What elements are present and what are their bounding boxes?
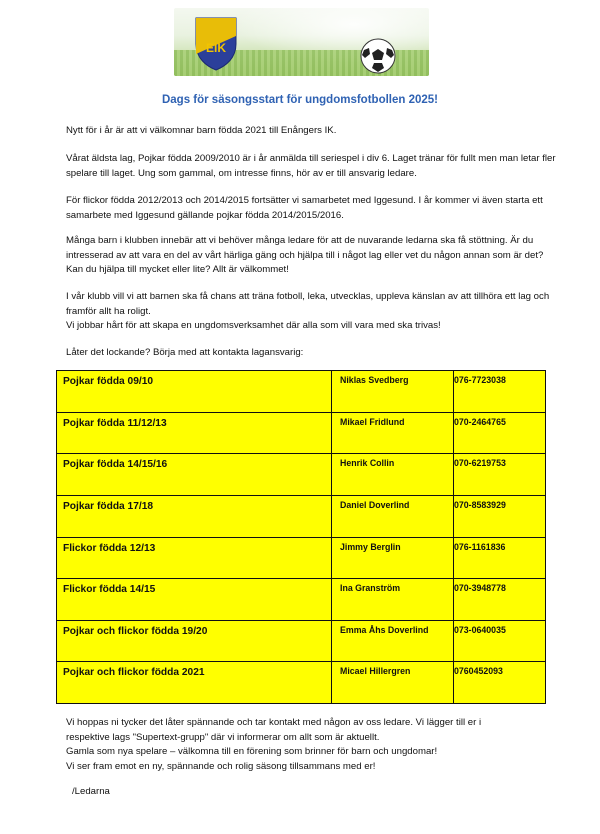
- club-shield-icon: [192, 14, 240, 72]
- team-cell: Flickor födda 12/13: [57, 537, 332, 579]
- leaders-paragraph: Många barn i klubben innebär att vi behöver många ledare för att de nuvarande ledarna ska få stöttning. Är du intresserad av att vara en del av vårt härliga gäng och hjälpa till i något lag eller vet du någon annan som är det? Kan du hjälpa till mycket eller lite? Allt är välkommet!: [66, 235, 544, 275]
- closing-line-1: Vi hoppas ni tycker det låter spännande och tar kontakt med någon av oss ledare. Vi lägger till er i: [66, 717, 482, 728]
- phone-cell: 070-6219753: [454, 454, 546, 496]
- table-row: [57, 412, 546, 454]
- phone-cell: 070-3948778: [454, 579, 546, 621]
- club-values-line-1: I vår klubb vill vi att barnen ska få chans att träna fotboll, leka, utvecklas, uppleva känslan av att tillhöra ett lag och framför allt ha roligt.: [66, 291, 550, 317]
- leader-cell: Niklas Svedberg: [332, 371, 454, 413]
- contacts-table: [56, 370, 546, 704]
- team-cell: Flickor födda 14/15: [57, 579, 332, 621]
- closing-text: [66, 716, 556, 774]
- club-values-paragraph: [66, 290, 556, 334]
- team-cell: Pojkar födda 14/15/16: [57, 454, 332, 496]
- leader-cell: Mikael Fridlund: [332, 412, 454, 454]
- leader-cell: Henrik Collin: [332, 454, 454, 496]
- leader-cell: Emma Åhs Doverlind: [332, 620, 454, 662]
- phone-cell: 076-1161836: [454, 537, 546, 579]
- contact-prompt: Låter det lockande? Börja med att kontakta lagansvarig:: [66, 347, 304, 358]
- club-values-line-2: Vi jobbar hårt för att skapa en ungdomsverksamhet där alla som vill vara med ska trivas!: [66, 320, 441, 331]
- oldest-team-paragraph: Vårat äldsta lag, Pojkar födda 2009/2010 är i år anmälda till seriespel i div 6. Laget tränar för fullt men man letar fler spelare till laget. Ung som gammal, om intresse finns, hör av er till ansvarig ledare.: [66, 153, 556, 179]
- table-row: [57, 579, 546, 621]
- closing-line-2: respektive lags "Supertext-grupp" där vi informerar om allt som är aktuellt.: [66, 731, 380, 743]
- table-row: [57, 537, 546, 579]
- table-row: [57, 454, 546, 496]
- phone-cell: 070-2464765: [454, 412, 546, 454]
- signature: /Ledarna: [72, 786, 110, 797]
- header-banner: [174, 8, 429, 76]
- team-cell: Pojkar och flickor födda 2021: [57, 662, 332, 704]
- phone-cell: 073-0640035: [454, 620, 546, 662]
- page-title: Dags för säsongsstart för ungdomsfotbollen 2025!: [161, 94, 439, 106]
- table-row: [57, 371, 546, 413]
- table-row: [57, 495, 546, 537]
- team-cell: Pojkar födda 17/18: [57, 495, 332, 537]
- phone-cell: 070-8583929: [454, 495, 546, 537]
- team-cell: Pojkar födda 11/12/13: [57, 412, 332, 454]
- phone-cell: 076-7723038: [454, 371, 546, 413]
- leader-cell: Ina Granström: [332, 579, 454, 621]
- leader-cell: Micael Hillergren: [332, 662, 454, 704]
- closing-line-4: Vi ser fram emot en ny, spännande och rolig säsong tillsammans med er!: [66, 760, 376, 772]
- table-row: [57, 620, 546, 662]
- cooperation-paragraph: För flickor födda 2012/2013 och 2014/2015 fortsätter vi samarbetet med Iggesund. I år kommer vi även starta ett samarbete med Iggesund gällande pojkar födda 2014/2015/2016.: [66, 195, 543, 221]
- phone-cell: 0760452093: [454, 662, 546, 704]
- closing-line-3: Gamla som nya spelare – välkomna till en förening som brinner för barn och ungdomar!: [66, 746, 438, 757]
- leader-cell: Daniel Doverlind: [332, 495, 454, 537]
- leader-cell: Jimmy Berglin: [332, 537, 454, 579]
- table-row: [57, 662, 546, 704]
- team-cell: Pojkar födda 09/10: [57, 371, 332, 413]
- intro-paragraph: Nytt för i år är att vi välkomnar barn födda 2021 till Enångers IK.: [66, 125, 337, 136]
- team-cell: Pojkar och flickor födda 19/20: [57, 620, 332, 662]
- football-icon: [360, 38, 396, 74]
- club-logo-text: EIK: [205, 41, 227, 55]
